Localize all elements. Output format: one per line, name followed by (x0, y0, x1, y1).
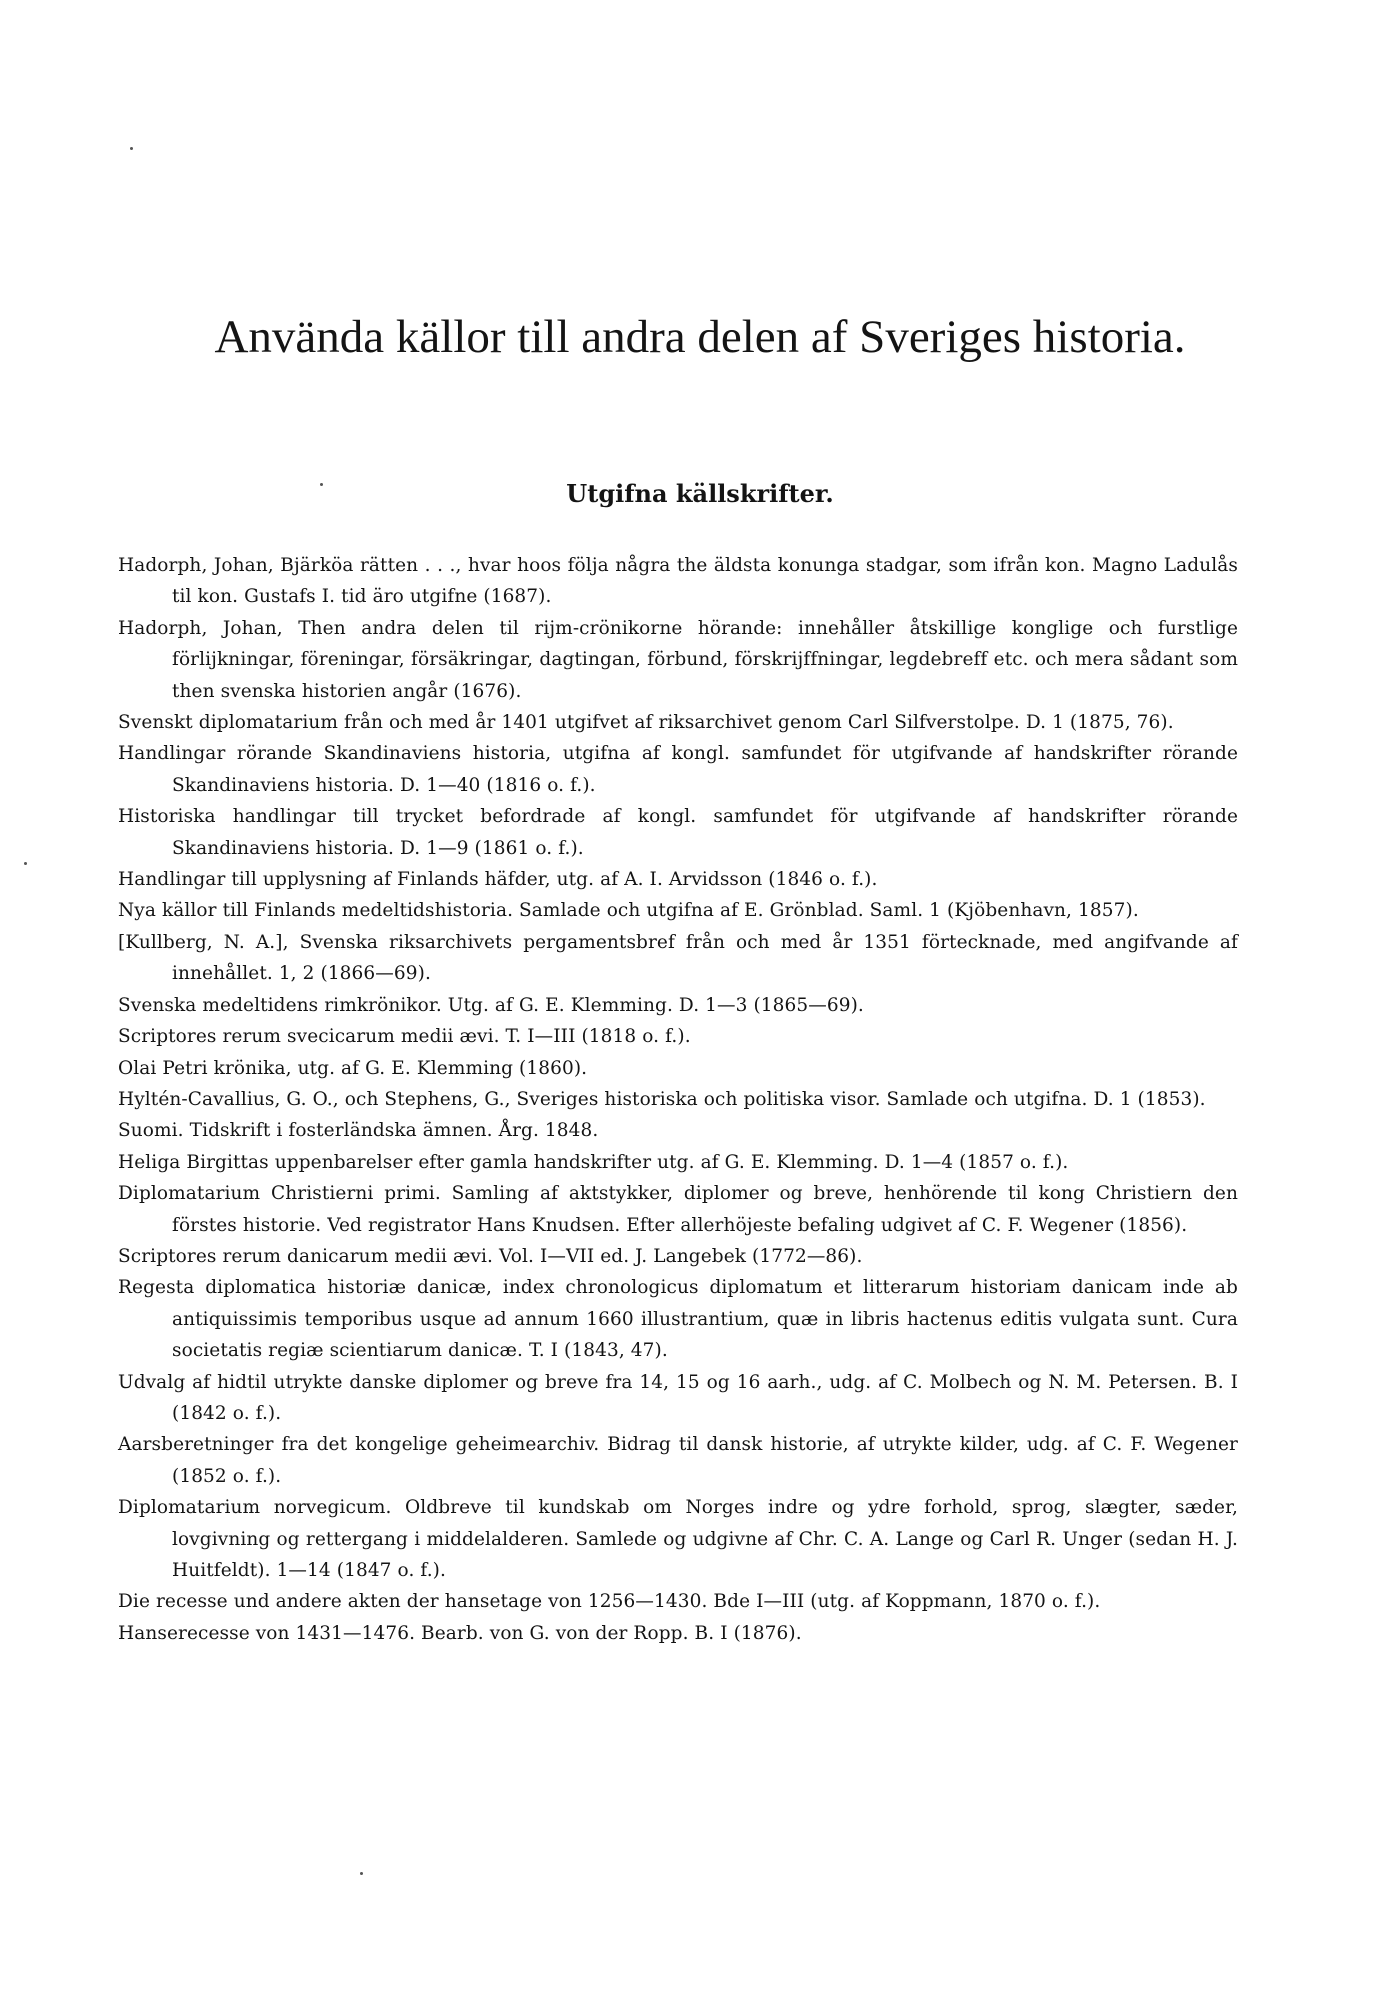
bibliography-entry: Svenska medeltidens rimkrönikor. Utg. af G. E. Klemming. D. 1—3 (1865—69). (118, 994, 864, 1016)
bibliography-entry: Scriptores rerum danicarum medii ævi. Vol. I—VII ed. J. Langebek (1772—86). (118, 1245, 863, 1267)
bibliography-entry: Historiska handlingar till trycket befordrade af kongl. samfundet för utgifvande af handskrifter rörande Skandinaviens historia. D. 1—9 (1861 o. f.). (118, 806, 1238, 859)
bibliography-entry: Scriptores rerum svecicarum medii ævi. T. I—III (1818 o. f.). (118, 1026, 691, 1048)
bibliography-entry: [Kullberg, N. A.], Svenska riksarchivets pergamentsbref från och med år 1351 förtecknade, med angifvande af innehållet. 1, 2 (1866—69). (118, 931, 1238, 985)
section-heading: Utgifna källskrifter. (566, 479, 834, 508)
bibliography-entry: Hyltén-Cavallius, G. O., och Stephens, G., Sveriges historiska och politiska visor. Samlade och utgifna. D. 1 (1853). (118, 1088, 1206, 1110)
bibliography-entry: Hanserecesse von 1431—1476. Bearb. von G. von der Ropp. B. I (1876). (118, 1622, 802, 1644)
bibliography-entry: Nya källor till Finlands medeltidshistoria. Samlade och utgifna af E. Grönblad. Saml. 1 (Kjöbenhavn, 1857). (118, 900, 1139, 922)
bibliography-list (118, 550, 1238, 1649)
print-speck (360, 1872, 363, 1875)
print-speck (24, 862, 27, 865)
bibliography-entry: Hadorph, Johan, Bjärköa rätten . . ., hvar hoos följa några the äldsta konunga stadgar, som ifrån kon. Magno Ladulås til kon. Gustafs I. tid äro utgifne (1687). (118, 555, 1238, 608)
print-speck (320, 483, 323, 486)
bibliography-entry: Die recesse und andere akten der hansetage von 1256—1430. Bde I—III (utg. af Koppmann, 1870 o. f.). (118, 1591, 1101, 1613)
bibliography-entry: Svenskt diplomatarium från och med år 1401 utgifvet af riksarchivet genom Carl Silfverstolpe. D. 1 (1875, 76). (118, 712, 1174, 734)
bibliography-entry: Handlingar till upplysning af Finlands häfder, utg. af A. I. Arvidsson (1846 o. f.). (118, 869, 878, 891)
bibliography-entry: Hadorph, Johan, Then andra delen til rijm-crönikorne hörande: innehåller åtskillige konglige och furstlige förlijkningar, föreningar, försäkringar, dagtingan, förbund, förskrijffningar, legdebreff etc. och mera sådant som then svenska historien angår (1676). (118, 617, 1238, 702)
bibliography-entry: Heliga Birgittas uppenbarelser efter gamla handskrifter utg. af G. E. Klemming. D. 1—4 (1857 o. f.). (118, 1151, 1069, 1173)
print-speck (130, 147, 133, 150)
bibliography-entry: Diplomatarium Christierni primi. Samling af aktstykker, diplomer og breve, henhörende til kong Christiern den förstes historie. Ved registrator Hans Knudsen. Efter allerhöjeste befaling udgivet af C. F. Wegener (1856). (118, 1183, 1238, 1236)
bibliography-entry: Olai Petri krönika, utg. af G. E. Klemming (1860). (118, 1057, 588, 1079)
bibliography-entry: Diplomatarium norvegicum. Oldbreve til kundskab om Norges indre og ydre forhold, sprog, slægter, sæder, lovgivning og rettergang i middelalderen. Samlede og udgivne af Chr. C. A. Lange og Carl R. Unger (sedan H. J. Huitfeldt). 1—14 (1847 o. f.). (118, 1497, 1238, 1581)
bibliography-entry: Udvalg af hidtil utrykte danske diplomer og breve fra 14, 15 og 16 aarh., udg. af C. Molbech og N. M. Petersen. B. I (1842 o. f.). (118, 1371, 1238, 1424)
bibliography-entry: Regesta diplomatica historiæ danicæ, index chronologicus diplomatum et litterarum historiam danicam inde ab antiquissimis temporibus usque ad annum 1660 illustrantium, quæ in libris hactenus editis vulgata sunt. Cura societatis regiæ scientiarum danicæ. T. I (1843, 47). (118, 1277, 1238, 1362)
bibliography-entry: Handlingar rörande Skandinaviens historia, utgifna af kongl. samfundet för utgifvande af handskrifter rörande Skandinaviens historia. D. 1—40 (1816 o. f.). (118, 743, 1238, 796)
bibliography-entry: Aarsberetninger fra det kongelige geheimearchiv. Bidrag til dansk historie, af utrykte kilder, udg. af C. F. Wegener (1852 o. f.). (118, 1434, 1238, 1487)
page-title: Använda källor till andra delen af Sveriges historia. (214, 311, 1186, 363)
bibliography-entry: Suomi. Tidskrift i fosterländska ämnen. Årg. 1848. (118, 1120, 599, 1142)
